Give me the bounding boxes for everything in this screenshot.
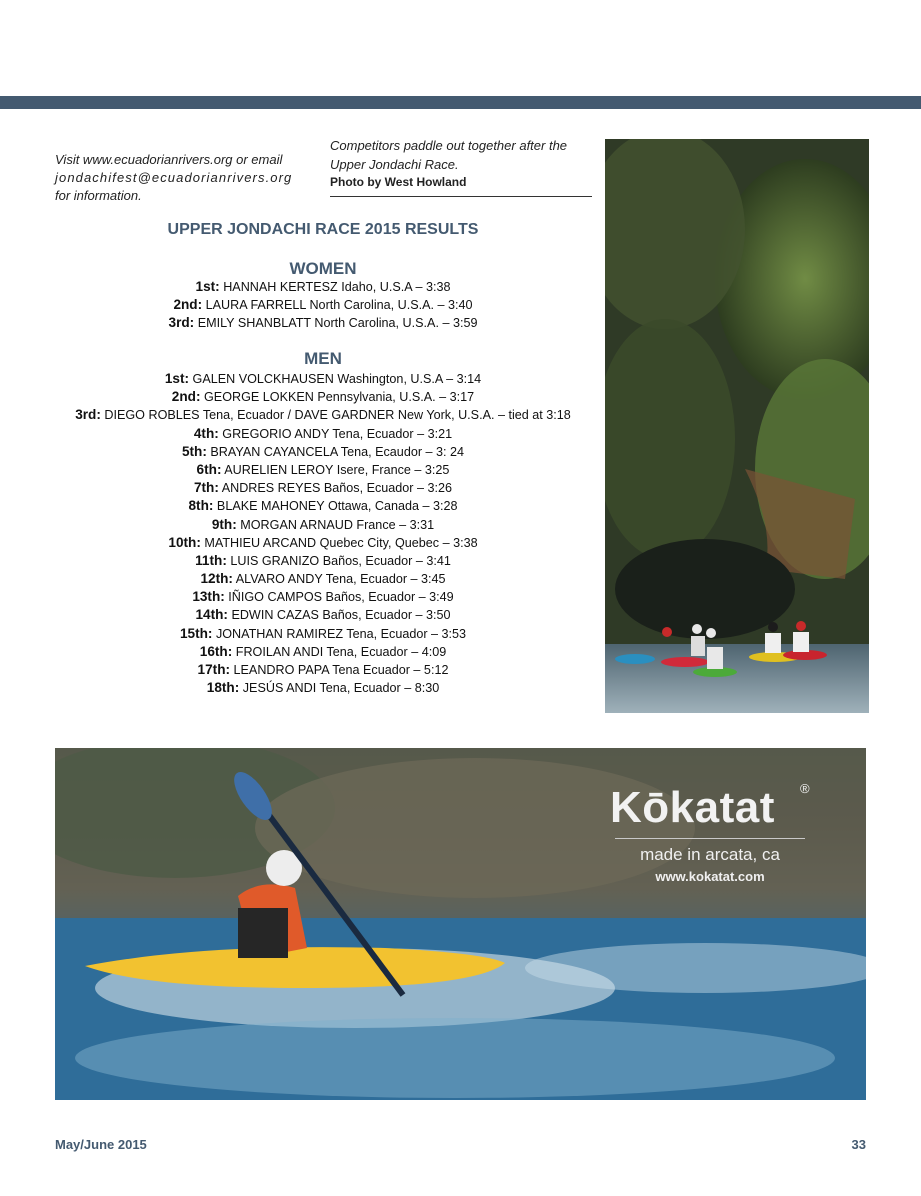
men-result-row bbox=[55, 388, 591, 406]
result-entry: BLAKE MAHONEY Ottawa, Canada – 3:28 bbox=[216, 499, 458, 514]
result-place: 11th: bbox=[195, 552, 227, 568]
results-title: UPPER JONDACHI RACE 2015 RESULTS bbox=[167, 221, 479, 238]
result-place: 4th: bbox=[193, 425, 219, 441]
registered-mark: ® bbox=[800, 781, 810, 796]
logo-divider bbox=[615, 838, 805, 839]
result-place: 8th: bbox=[188, 498, 214, 514]
result-entry: MATHIEU ARCAND Quebec City, Quebec – 3:38 bbox=[204, 535, 478, 550]
result-place: 6th: bbox=[196, 461, 222, 477]
men-result-row bbox=[55, 552, 591, 570]
result-entry: FROILAN ANDI Tena, Ecuador – 4:09 bbox=[235, 644, 447, 659]
result-entry: LEANDRO PAPA Tena Ecuador – 5:12 bbox=[233, 663, 449, 677]
result-place: 3rd: bbox=[75, 407, 101, 423]
men-result-row bbox=[55, 425, 591, 443]
visit-note-line: Visit www.ecuadorianrivers.org or email bbox=[55, 152, 283, 167]
result-entry: ANDRES REYES Baños, Ecuador – 3:26 bbox=[221, 481, 453, 496]
result-place: 12th: bbox=[200, 571, 233, 587]
result-place: 10th: bbox=[168, 534, 201, 550]
result-entry: LAURA FARRELL North Carolina, U.S.A. – 3:40 bbox=[205, 298, 473, 313]
men-result-row bbox=[55, 370, 591, 388]
men-result-row bbox=[55, 461, 591, 479]
men-result-row bbox=[55, 625, 591, 643]
men-result-row bbox=[55, 479, 591, 497]
result-entry: DIEGO ROBLES Tena, Ecuador / DAVE GARDNER New York, U.S.A. – tied at 3:18 bbox=[104, 408, 571, 423]
result-entry: IÑIGO CAMPOS Baños, Ecuador – 3:49 bbox=[228, 590, 454, 605]
result-entry: GREGORIO ANDY Tena, Ecuador – 3:21 bbox=[222, 426, 453, 441]
result-place: 13th: bbox=[192, 589, 225, 605]
result-place: 14th: bbox=[195, 607, 228, 623]
photo-caption bbox=[330, 136, 592, 197]
women-heading: WOMEN bbox=[289, 259, 357, 278]
ad-tagline: made in arcata, ca bbox=[640, 845, 780, 864]
result-entry: LUIS GRANIZO Baños, Ecuador – 3:41 bbox=[230, 553, 451, 568]
visit-note-email: jondachifest@ecuadorianrivers.org bbox=[55, 170, 293, 185]
men-result-row bbox=[55, 588, 591, 606]
result-place: 2nd: bbox=[171, 389, 201, 405]
issue-date: May/June 2015 bbox=[55, 1137, 147, 1152]
result-entry: JESÚS ANDI Tena, Ecuador – 8:30 bbox=[242, 681, 440, 696]
women-result-row bbox=[55, 314, 591, 332]
result-place: 5th: bbox=[181, 443, 207, 459]
result-entry: AURELIEN LEROY Isere, France – 3:25 bbox=[224, 462, 450, 477]
result-place: 3rd: bbox=[168, 315, 195, 331]
result-place: 9th: bbox=[211, 516, 237, 532]
photo-credit: Photo by West Howland bbox=[330, 175, 467, 189]
women-results-list bbox=[55, 278, 591, 333]
caption-text: Competitors paddle out together after the Upper Jondachi Race. bbox=[330, 138, 568, 172]
result-entry: EMILY SHANBLATT North Carolina, U.S.A. – 3:59 bbox=[197, 316, 478, 331]
result-place: 1st: bbox=[164, 371, 190, 386]
result-entry: GALEN VOLCKHAUSEN Washington, U.S.A – 3:14 bbox=[192, 372, 482, 386]
ad-website-link[interactable]: www.kokatat.com bbox=[655, 869, 765, 884]
result-place: 15th: bbox=[179, 625, 213, 641]
men-result-row bbox=[55, 534, 591, 552]
result-entry: HANNAH KERTESZ Idaho, U.S.A – 3:38 bbox=[223, 280, 451, 294]
result-entry: GEORGE LOKKEN Pennsylvania, U.S.A. – 3:17 bbox=[204, 390, 475, 405]
result-entry: JONATHAN RAMIREZ Tena, Ecuador – 3:53 bbox=[215, 626, 467, 641]
page-number: 33 bbox=[851, 1137, 866, 1152]
result-place: 18th: bbox=[206, 680, 240, 696]
result-entry: EDWIN CAZAS Baños, Ecuador – 3:50 bbox=[231, 608, 451, 623]
men-results-list bbox=[55, 370, 591, 697]
men-result-row bbox=[55, 443, 591, 461]
men-result-row bbox=[55, 679, 591, 697]
men-result-row bbox=[55, 516, 591, 534]
men-result-row bbox=[55, 643, 591, 661]
result-place: 16th: bbox=[199, 643, 233, 659]
result-entry: ALVARO ANDY Tena, Ecuador – 3:45 bbox=[235, 572, 446, 587]
kayakers-gorge-photo bbox=[605, 139, 869, 713]
women-result-row bbox=[55, 296, 591, 314]
visit-note-line: for information. bbox=[55, 188, 142, 203]
men-result-row bbox=[55, 661, 591, 679]
result-place: 1st: bbox=[195, 279, 220, 294]
result-entry: MORGAN ARNAUD France – 3:31 bbox=[240, 517, 435, 532]
kokatat-logo: Kōkatat bbox=[610, 783, 775, 832]
men-result-row bbox=[55, 406, 591, 424]
result-place: 7th: bbox=[193, 480, 219, 496]
visit-info-note bbox=[55, 151, 325, 205]
header-band bbox=[0, 96, 921, 109]
men-result-row bbox=[55, 497, 591, 515]
result-place: 17th: bbox=[197, 662, 231, 677]
women-result-row bbox=[55, 278, 591, 296]
gorge-photo-illustration bbox=[605, 139, 869, 713]
men-result-row bbox=[55, 606, 591, 624]
men-result-row bbox=[55, 570, 591, 588]
men-heading: MEN bbox=[304, 349, 342, 368]
result-place: 2nd: bbox=[173, 297, 203, 313]
result-entry: BRAYAN CAYANCELA Tena, Ecaudor – 3: 24 bbox=[210, 444, 465, 459]
